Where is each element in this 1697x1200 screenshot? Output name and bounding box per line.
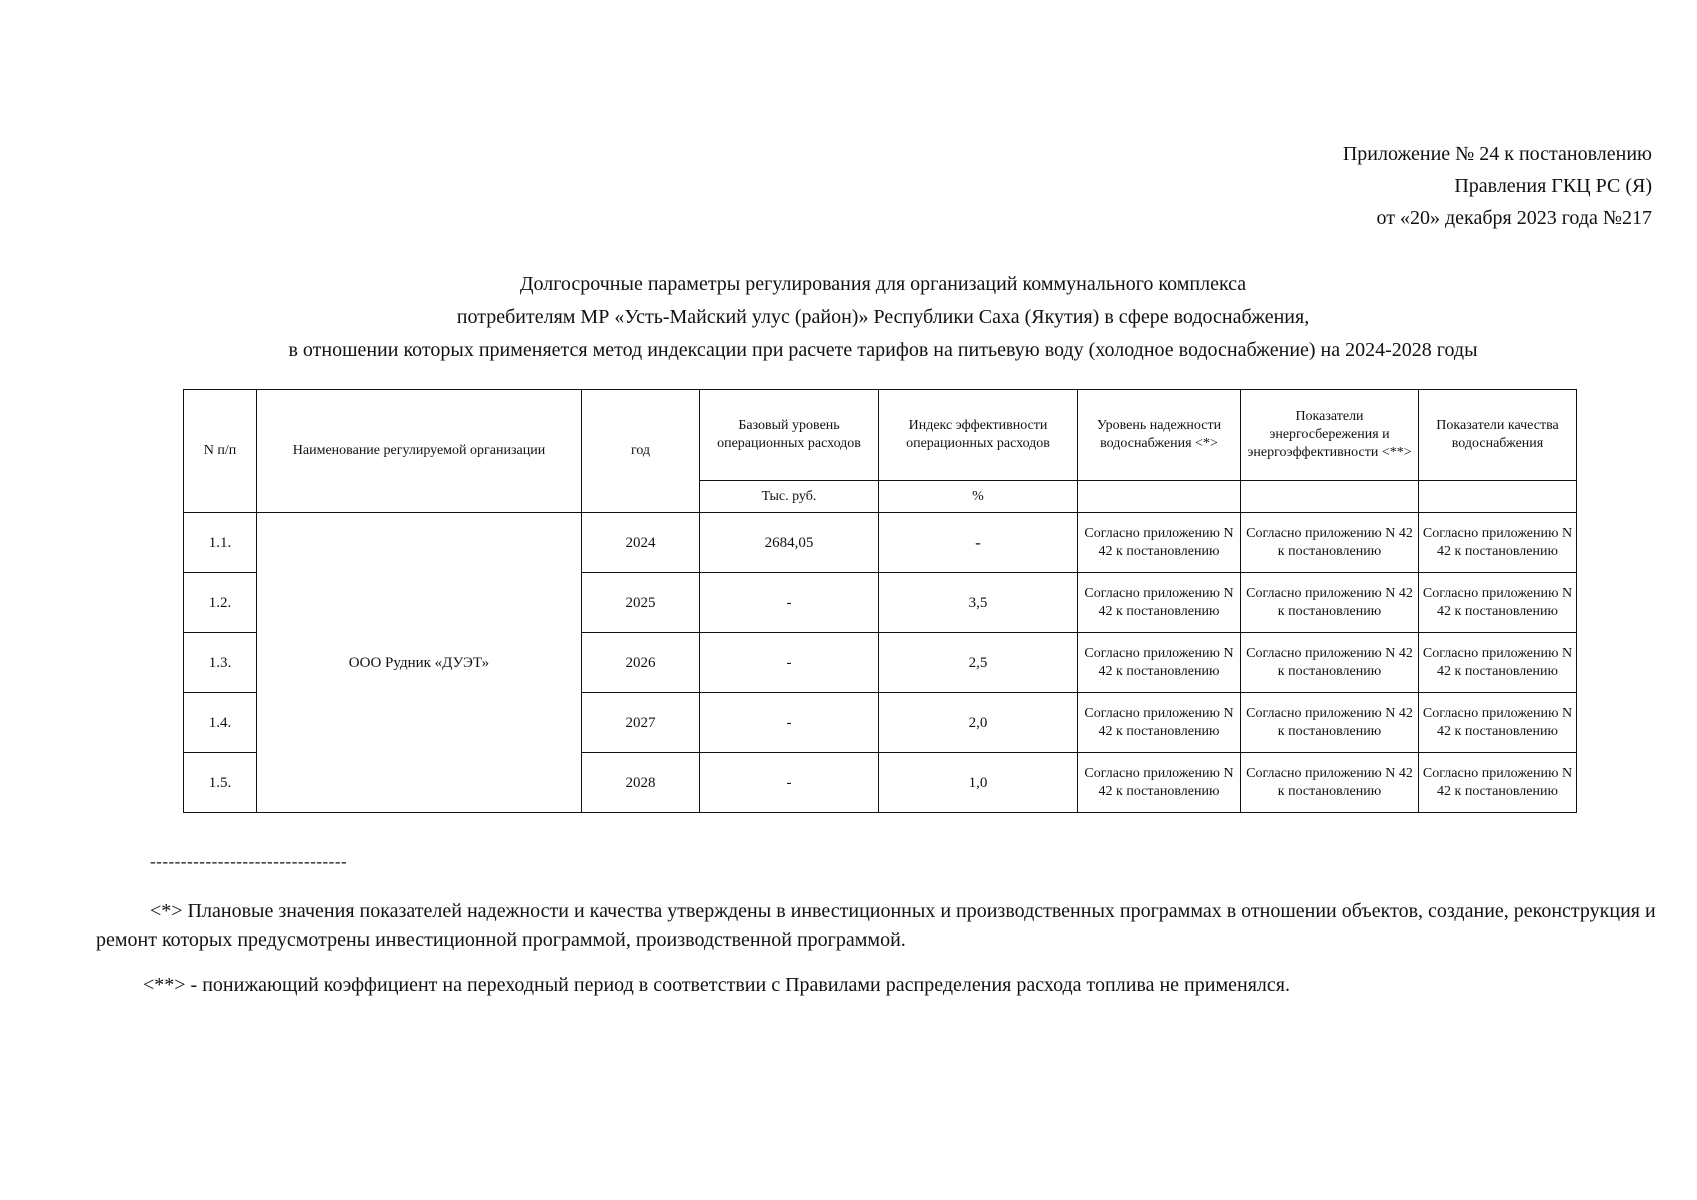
cell-num: 1.1. [184, 513, 257, 573]
cell-efficiency-index: 2,5 [879, 633, 1078, 693]
cell-energy-saving: Согласно приложению N 42 к постановлению [1241, 693, 1419, 753]
cell-energy-saving: Согласно приложению N 42 к постановлению [1241, 513, 1419, 573]
header-quality: Показатели качества водоснабжения [1419, 390, 1577, 481]
header-energy-saving: Показатели энергосбережения и энергоэффективности <**> [1241, 390, 1419, 481]
cell-year: 2027 [582, 693, 700, 753]
unit-reliability-empty [1078, 481, 1241, 513]
cell-base-level: - [700, 573, 879, 633]
header-num: N п/п [184, 390, 257, 513]
cell-efficiency-index: 2,0 [879, 693, 1078, 753]
table-header-row [184, 390, 1577, 481]
cell-year: 2026 [582, 633, 700, 693]
cell-reliability: Согласно приложению N 42 к постановлению [1078, 633, 1241, 693]
cell-year: 2028 [582, 753, 700, 813]
header-efficiency-index: Индекс эффективности операционных расходов [879, 390, 1078, 481]
appendix-line-3: от «20» декабря 2023 года №217 [1376, 207, 1652, 229]
cell-energy-saving: Согласно приложению N 42 к постановлению [1241, 753, 1419, 813]
cell-base-level: - [700, 693, 879, 753]
appendix-line-1: Приложение № 24 к постановлению [1342, 143, 1652, 165]
footnote-energy: <**> - понижающий коэффициент на переходный период в соответствии с Правилами распределения расхода топлива не применялся. [143, 974, 1290, 996]
footnote-separator: -------------------------------- [150, 852, 348, 871]
document-title [0, 268, 1697, 367]
unit-base-level: Тыс. руб. [700, 481, 879, 513]
cell-num: 1.5. [184, 753, 257, 813]
unit-efficiency-index: % [879, 481, 1078, 513]
cell-organization: ООО Рудник «ДУЭТ» [257, 513, 582, 813]
header-reliability: Уровень надежности водоснабжения <*> [1078, 390, 1241, 481]
cell-quality: Согласно приложению N 42 к постановлению [1419, 693, 1577, 753]
cell-quality: Согласно приложению N 42 к постановлению [1419, 513, 1577, 573]
cell-reliability: Согласно приложению N 42 к постановлению [1078, 573, 1241, 633]
title-line-2: потребителям МР «Усть-Майский улус (район)» Республики Саха (Якутия) в сфере водоснабжения, [456, 306, 1310, 328]
cell-energy-saving: Согласно приложению N 42 к постановлению [1241, 573, 1419, 633]
cell-efficiency-index: 1,0 [879, 753, 1078, 813]
title-line-1: Долгосрочные параметры регулирования для организаций коммунального комплекса [519, 273, 1247, 295]
header-organization: Наименование регулируемой организации [257, 390, 582, 513]
parameters-table [183, 389, 1577, 813]
cell-year: 2024 [582, 513, 700, 573]
appendix-line-2: Правления ГКЦ РС (Я) [1454, 175, 1652, 197]
cell-reliability: Согласно приложению N 42 к постановлению [1078, 513, 1241, 573]
cell-quality: Согласно приложению N 42 к постановлению [1419, 573, 1577, 633]
cell-energy-saving: Согласно приложению N 42 к постановлению [1241, 633, 1419, 693]
cell-quality: Согласно приложению N 42 к постановлению [1419, 753, 1577, 813]
cell-efficiency-index: 3,5 [879, 573, 1078, 633]
cell-num: 1.2. [184, 573, 257, 633]
cell-reliability: Согласно приложению N 42 к постановлению [1078, 753, 1241, 813]
cell-base-level: - [700, 753, 879, 813]
cell-year: 2025 [582, 573, 700, 633]
footnote-reliability: <*> Плановые значения показателей надежности и качества утверждены в инвестиционных и производственных программах в отношении объектов, создание, реконструкция и ремонт которых предусмотрены инвестиционной программой, производственной программой. [96, 900, 1656, 951]
unit-energy-empty [1241, 481, 1419, 513]
cell-num: 1.4. [184, 693, 257, 753]
cell-base-level: 2684,05 [700, 513, 879, 573]
header-base-level: Базовый уровень операционных расходов [700, 390, 879, 481]
appendix-header [1343, 138, 1652, 234]
cell-num: 1.3. [184, 633, 257, 693]
cell-reliability: Согласно приложению N 42 к постановлению [1078, 693, 1241, 753]
cell-base-level: - [700, 633, 879, 693]
cell-quality: Согласно приложению N 42 к постановлению [1419, 633, 1577, 693]
unit-quality-empty [1419, 481, 1577, 513]
cell-efficiency-index: - [879, 513, 1078, 573]
header-year: год [582, 390, 700, 513]
table-row [184, 513, 1577, 573]
title-line-3: в отношении которых применяется метод индексации при расчете тарифов на питьевую воду (холодное водоснабжение) на 2024-2028 годы [288, 339, 1478, 361]
